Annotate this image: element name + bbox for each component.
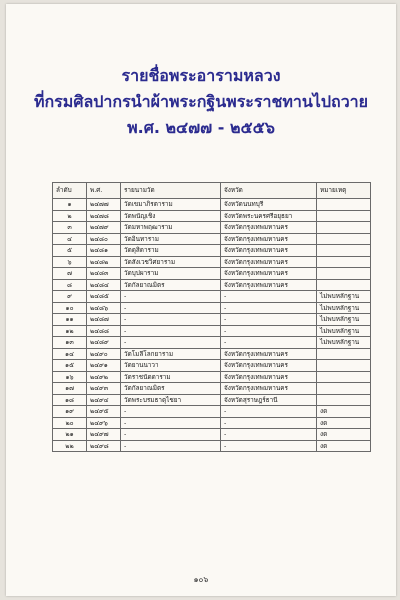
cell-year: ๒๔๘๙ xyxy=(87,337,121,349)
table-row xyxy=(53,199,371,211)
header-temple: รายนามวัด xyxy=(121,183,221,199)
cell-remark xyxy=(317,233,371,245)
table-row xyxy=(53,371,371,383)
cell-order: ๑๒ xyxy=(53,325,87,337)
cell-temple: วัดอินทาราม xyxy=(121,233,221,245)
cell-year: ๒๔๙๔ xyxy=(87,394,121,406)
cell-temple: วัดบุปผาราม xyxy=(121,268,221,280)
cell-temple: - xyxy=(121,440,221,452)
cell-province: - xyxy=(221,337,317,349)
cell-order: ๑๗ xyxy=(53,383,87,395)
title-line-3: พ.ศ. ๒๔๗๗ - ๒๕๕๖ xyxy=(127,118,275,137)
cell-order: ๑๕ xyxy=(53,360,87,372)
cell-province: จังหวัดกรุงเทพมหานคร xyxy=(221,348,317,360)
cell-temple: วัดพระบรมธาตุไชยา xyxy=(121,394,221,406)
cell-temple: - xyxy=(121,406,221,418)
cell-order: ๒๑ xyxy=(53,429,87,441)
cell-order: ๖ xyxy=(53,256,87,268)
table-row xyxy=(53,302,371,314)
cell-year: ๒๔๗๘ xyxy=(87,210,121,222)
cell-province: - xyxy=(221,440,317,452)
table-row xyxy=(53,348,371,360)
cell-remark xyxy=(317,245,371,257)
cell-remark xyxy=(317,279,371,291)
cell-temple: วัดมหาพฤฒาราม xyxy=(121,222,221,234)
cell-remark: งด xyxy=(317,417,371,429)
cell-temple: - xyxy=(121,291,221,303)
cell-remark xyxy=(317,348,371,360)
table-row xyxy=(53,222,371,234)
table-row xyxy=(53,417,371,429)
table-row xyxy=(53,406,371,418)
cell-temple: วัดพนัญเชิง xyxy=(121,210,221,222)
cell-order: ๑๐ xyxy=(53,302,87,314)
table-row xyxy=(53,440,371,452)
table-row xyxy=(53,245,371,257)
cell-order: ๑๖ xyxy=(53,371,87,383)
cell-temple: วัดดุสิดาราม xyxy=(121,245,221,257)
cell-remark: ไม่พบหลักฐาน xyxy=(317,337,371,349)
cell-remark xyxy=(317,199,371,211)
cell-province: - xyxy=(221,291,317,303)
cell-year: ๒๔๙๘ xyxy=(87,440,121,452)
cell-remark xyxy=(317,256,371,268)
title-line-1: รายชื่อพระอารามหลวง xyxy=(121,66,281,85)
table-row xyxy=(53,279,371,291)
cell-remark xyxy=(317,222,371,234)
table-row xyxy=(53,337,371,349)
cell-province: จังหวัดกรุงเทพมหานคร xyxy=(221,222,317,234)
cell-year: ๒๔๘๘ xyxy=(87,325,121,337)
cell-temple: - xyxy=(121,337,221,349)
cell-province: - xyxy=(221,429,317,441)
cell-temple: วัดโมลีโลกยาราม xyxy=(121,348,221,360)
table-row xyxy=(53,233,371,245)
cell-order: ๔ xyxy=(53,233,87,245)
cell-remark: งด xyxy=(317,406,371,418)
cell-year: ๒๔๗๗ xyxy=(87,199,121,211)
cell-year: ๒๔๘๕ xyxy=(87,291,121,303)
header-province: จังหวัด xyxy=(221,183,317,199)
cell-year: ๒๔๘๗ xyxy=(87,314,121,326)
table-row xyxy=(53,268,371,280)
cell-year: ๒๔๘๓ xyxy=(87,268,121,280)
table-row xyxy=(53,360,371,372)
cell-year: ๒๔๘๔ xyxy=(87,279,121,291)
cell-order: ๑ xyxy=(53,199,87,211)
title-line-2: ที่กรมศิลปากรนำผ้าพระกฐินพระราชทานไปถวาย xyxy=(33,92,369,111)
document-page xyxy=(6,4,396,596)
cell-order: ๑๔ xyxy=(53,348,87,360)
cell-remark xyxy=(317,383,371,395)
cell-year: ๒๔๗๙ xyxy=(87,222,121,234)
cell-remark xyxy=(317,210,371,222)
cell-order: ๒๒ xyxy=(53,440,87,452)
cell-remark: งด xyxy=(317,440,371,452)
cell-temple: วัดราชนัดดาราม xyxy=(121,371,221,383)
cell-remark: งด xyxy=(317,429,371,441)
table-row xyxy=(53,383,371,395)
cell-order: ๑๙ xyxy=(53,406,87,418)
cell-province: - xyxy=(221,325,317,337)
cell-remark xyxy=(317,394,371,406)
cell-year: ๒๔๙๓ xyxy=(87,383,121,395)
cell-province: - xyxy=(221,406,317,418)
cell-order: ๘ xyxy=(53,279,87,291)
table-row xyxy=(53,429,371,441)
cell-province: จังหวัดพระนครศรีอยุธยา xyxy=(221,210,317,222)
cell-temple: วัดสังเวชวิศยาราม xyxy=(121,256,221,268)
header-order: ลำดับ xyxy=(53,183,87,199)
cell-order: ๒๐ xyxy=(53,417,87,429)
cell-year: ๒๔๘๒ xyxy=(87,256,121,268)
cell-temple: - xyxy=(121,417,221,429)
cell-year: ๒๔๙๑ xyxy=(87,360,121,372)
cell-order: ๗ xyxy=(53,268,87,280)
cell-province: จังหวัดนนทบุรี xyxy=(221,199,317,211)
cell-province: จังหวัดกรุงเทพมหานคร xyxy=(221,233,317,245)
cell-remark: ไม่พบหลักฐาน xyxy=(317,314,371,326)
table-row xyxy=(53,291,371,303)
cell-remark xyxy=(317,371,371,383)
cell-order: ๓ xyxy=(53,222,87,234)
cell-year: ๒๔๙๕ xyxy=(87,406,121,418)
cell-year: ๒๔๘๖ xyxy=(87,302,121,314)
table-header-row xyxy=(53,183,371,199)
cell-remark xyxy=(317,360,371,372)
cell-province: - xyxy=(221,314,317,326)
cell-year: ๒๔๘๐ xyxy=(87,233,121,245)
temple-list-table xyxy=(52,182,371,452)
table-row xyxy=(53,314,371,326)
cell-province: จังหวัดกรุงเทพมหานคร xyxy=(221,279,317,291)
cell-province: จังหวัดกรุงเทพมหานคร xyxy=(221,383,317,395)
cell-order: ๑๑ xyxy=(53,314,87,326)
table-row xyxy=(53,325,371,337)
cell-temple: วัดยานนาวา xyxy=(121,360,221,372)
cell-temple: - xyxy=(121,302,221,314)
table-body xyxy=(53,199,371,452)
cell-temple: - xyxy=(121,429,221,441)
cell-province: จังหวัดกรุงเทพมหานคร xyxy=(221,245,317,257)
cell-remark xyxy=(317,268,371,280)
cell-province: จังหวัดกรุงเทพมหานคร xyxy=(221,360,317,372)
cell-order: ๒ xyxy=(53,210,87,222)
cell-remark: ไม่พบหลักฐาน xyxy=(317,325,371,337)
table-row xyxy=(53,210,371,222)
cell-province: - xyxy=(221,302,317,314)
cell-province: จังหวัดสุราษฎร์ธานี xyxy=(221,394,317,406)
cell-temple: วัดกัลยาณมิตร xyxy=(121,279,221,291)
header-year: พ.ศ. xyxy=(87,183,121,199)
cell-order: ๕ xyxy=(53,245,87,257)
cell-year: ๒๔๙๒ xyxy=(87,371,121,383)
cell-province: - xyxy=(221,417,317,429)
cell-order: ๑๓ xyxy=(53,337,87,349)
header-remark: หมายเหตุ xyxy=(317,183,371,199)
cell-year: ๒๔๙๖ xyxy=(87,417,121,429)
table-row xyxy=(53,256,371,268)
cell-year: ๒๔๙๗ xyxy=(87,429,121,441)
cell-remark: ไม่พบหลักฐาน xyxy=(317,291,371,303)
cell-temple: วัดเขมาภิรตาราม xyxy=(121,199,221,211)
cell-order: ๙ xyxy=(53,291,87,303)
cell-year: ๒๔๙๐ xyxy=(87,348,121,360)
table-row xyxy=(53,394,371,406)
cell-temple: - xyxy=(121,325,221,337)
page-number: ๑๐๖ xyxy=(193,575,209,584)
cell-province: จังหวัดกรุงเทพมหานคร xyxy=(221,256,317,268)
cell-province: จังหวัดกรุงเทพมหานคร xyxy=(221,371,317,383)
cell-year: ๒๔๘๑ xyxy=(87,245,121,257)
cell-temple: - xyxy=(121,314,221,326)
cell-temple: วัดกัลยาณมิตร xyxy=(121,383,221,395)
cell-province: จังหวัดกรุงเทพมหานคร xyxy=(221,268,317,280)
cell-order: ๑๘ xyxy=(53,394,87,406)
cell-remark: ไม่พบหลักฐาน xyxy=(317,302,371,314)
